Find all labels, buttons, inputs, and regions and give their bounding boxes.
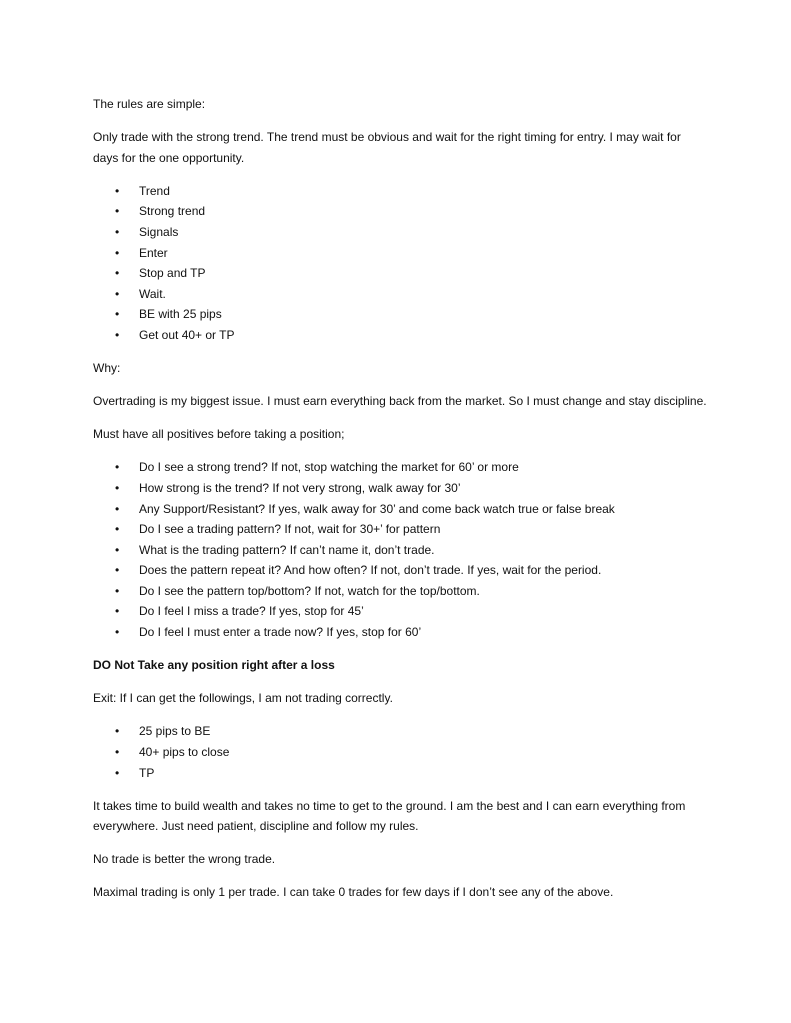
list-item: • Does the pattern repeat it? And how often? If not, don’t trade. If yes, wait for the period. xyxy=(93,560,708,581)
list-item: • BE with 25 pips xyxy=(93,304,708,325)
list-item: • Do I see the pattern top/bottom? If not, watch for the top/bottom. xyxy=(93,581,708,602)
exit-line: Exit: If I can get the followings, I am not trading correctly. xyxy=(93,691,393,706)
list-item: • Do I feel I miss a trade? If yes, stop for 45’ xyxy=(93,601,708,622)
list-item: • 25 pips to BE xyxy=(93,721,708,742)
list-item: • Any Support/Resistant? If yes, walk away for 30’ and come back watch true or false break xyxy=(93,499,708,520)
intro-line: The rules are simple: xyxy=(93,97,206,111)
list-item: • Do I see a trading pattern? If not, wait for 30+’ for pattern xyxy=(93,519,708,540)
wealth-paragraph: It takes time to build wealth and takes no time to get to the ground. I am the best and I can earn everything from everywhere. Just need patient, discipline and follow my rules. xyxy=(93,798,686,834)
must-have-line: Must have all positives before taking a position; xyxy=(93,427,345,442)
list-item: • Signals xyxy=(93,222,708,243)
list-item: • Do I feel I must enter a trade now? If yes, stop for 60’ xyxy=(93,622,708,643)
list-item: • Get out 40+ or TP xyxy=(93,325,708,346)
checklist xyxy=(93,457,708,642)
list-item: • Stop and TP xyxy=(93,263,708,284)
list-item: • Do I see a strong trend? If not, stop watching the market for 60’ or more xyxy=(93,457,708,478)
list-item: • What is the trading pattern? If can’t name it, don’t trade. xyxy=(93,540,708,561)
list-item: • Wait. xyxy=(93,284,708,305)
exit-list xyxy=(93,721,708,783)
bold-rule: DO Not Take any position right after a loss xyxy=(93,658,335,673)
list-item: • TP xyxy=(93,763,708,784)
overtrading-paragraph: Overtrading is my biggest issue. I must earn everything back from the market. So I must change and stay discipline. xyxy=(93,394,707,409)
list-item: • Strong trend xyxy=(93,201,708,222)
list-item: • Enter xyxy=(93,243,708,264)
maximal-line: Maximal trading is only 1 per trade. I can take 0 trades for few days if I don’t see any of the above. xyxy=(93,885,614,900)
list-item: • Trend xyxy=(93,181,708,202)
list-item: • How strong is the trend? If not very strong, walk away for 30’ xyxy=(93,478,708,499)
steps-list xyxy=(93,181,708,346)
document-page xyxy=(93,94,708,916)
list-item: • 40+ pips to close xyxy=(93,742,708,763)
trend-paragraph: Only trade with the strong trend. The trend must be obvious and wait for the right timing for entry. I may wait for days for the one opportunity. xyxy=(93,130,681,165)
why-label: Why: xyxy=(93,361,121,376)
no-trade-line: No trade is better the wrong trade. xyxy=(93,852,276,867)
